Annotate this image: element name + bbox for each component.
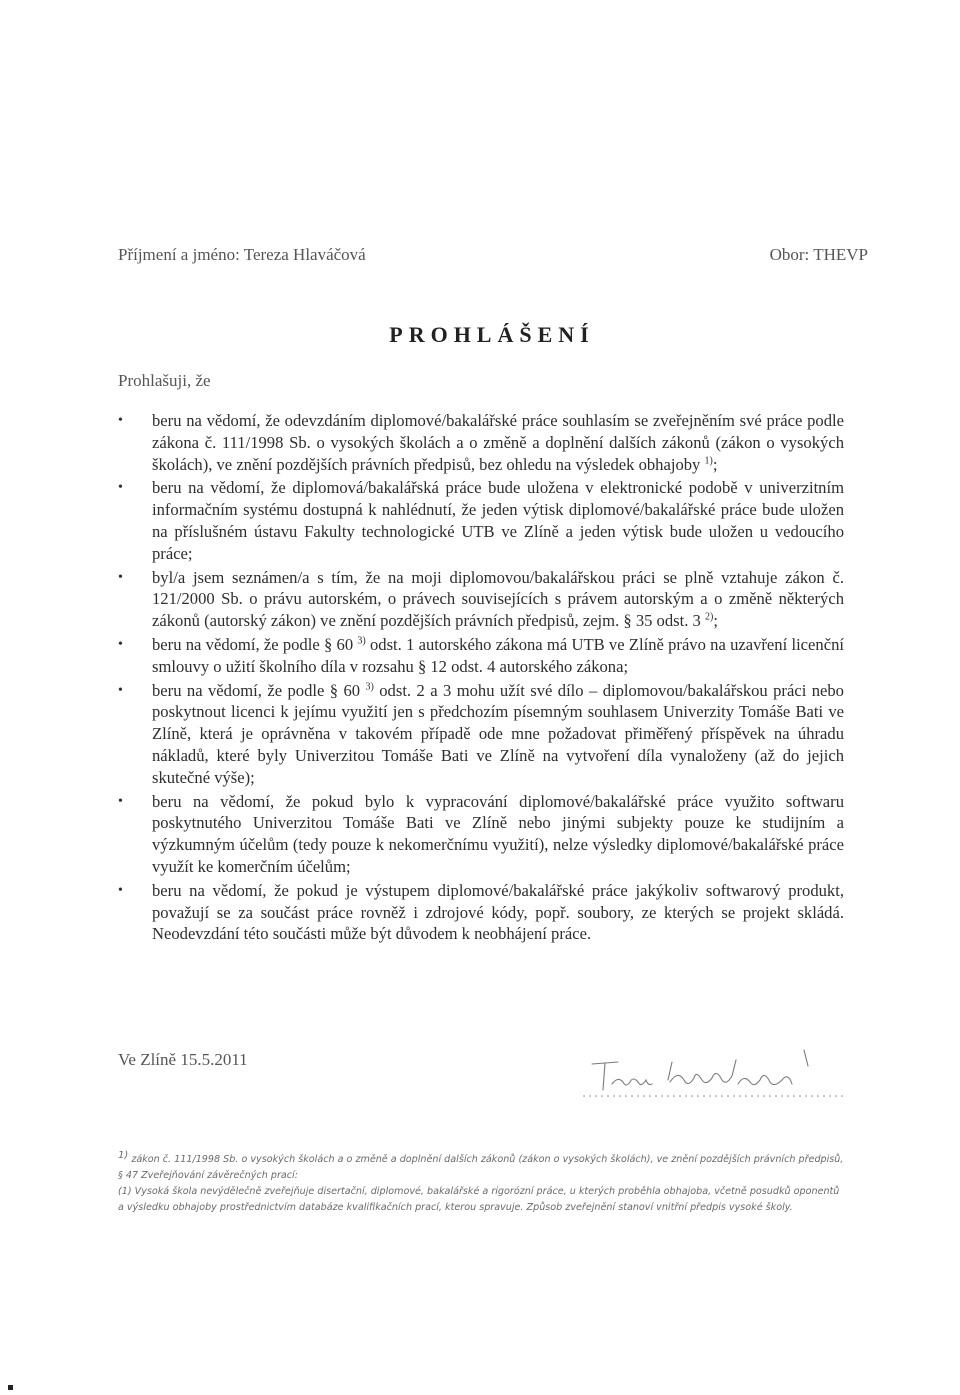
- bullet-icon: •: [118, 882, 123, 898]
- bullet-icon: •: [118, 413, 123, 428]
- signature-image: [578, 1040, 848, 1100]
- list-item: • beru na vědomí, že pokud je výstupem diplomové/bakalářské práce jakýkoliv softwarový produkt, považují se za součást práce rovněž i zdrojové kódy, popř. soubory, ze kterých se projekt skládá. Neodevzdání této součásti může být důvodem k neobhájení práce.: [118, 880, 844, 944]
- place-date: Ve Zlíně 15.5.2011: [118, 1050, 248, 1069]
- scan-mark: [8, 1385, 13, 1390]
- list-item: • byl/a jsem seznámen/a s tím, že na moji diplomovou/bakalářskou práci se plně vztahuje zákon č. 121/2000 Sb. o právu autorském, o právech souvisejících s právem autorským a o změně některých zákonů (autorský zákon) ve znění pozdějších právních předpisů, zejm. § 35 odst. 3 $^{2)}$;: [118, 567, 844, 631]
- intro-text: Prohlašuji, že: [118, 371, 211, 390]
- declaration-list: [118, 410, 844, 947]
- list-item: • beru na vědomí, že podle § 60 $^{3)}$ odst. 2 a 3 mohu užít své dílo – diplomovou/bakalářskou práci nebo poskytnout licenci k jejímu využití jen s předchozím písemným souhlasem Univerzity Tomáše Bati ve Zlíně, která je oprávněna v takovém případě ode mne požadovat přiměřený příspěvek na úhradu nákladů, které byly Univerzitou Tomáše Bati ve Zlíně na vytvoření díla vynaloženy (až do jejich skutečné výše);: [118, 680, 844, 787]
- bullet-icon: •: [118, 636, 123, 652]
- list-item: • beru na vědomí, že podle § 60 $^{3)}$ odst. 1 autorského zákona má UTB ve Zlíně právo na uzavření licenční smlouvy o užití školního díla v rozsahu § 12 odst. 4 autorského zákona;: [118, 634, 844, 676]
- student-name: Příjmení a jméno: Tereza Hlaváčová: [118, 245, 366, 264]
- page-title: PROHLÁŠENÍ: [389, 322, 595, 347]
- footnote-1-item: (1) Vysoká škola nevýdělečně zveřejňuje disertační, diplomové, bakalářské a rigorózní práce, u kterých proběhla obhajoba, včetně posudků oponentů a výsledku obhajoby prostřednictvím databáze kvalifikačních prací, kterou spravuje. Způsob zveřejnění stanoví vnitřní předpis vysoké školy.: [118, 1186, 840, 1213]
- bullet-icon: •: [118, 480, 123, 496]
- study-field: Obor: THEVP: [769, 245, 868, 264]
- bullet-icon: •: [118, 793, 123, 809]
- bullet-icon: •: [118, 682, 123, 698]
- list-item: • beru na vědomí, že pokud bylo k vypracování diplomové/bakalářské práce využito softwaru poskytnutého Univerzitou Tomáše Bati ve Zlíně nebo jinými subjekty pouze ke studijním a výzkumným účelům (tedy pouze k nekomerčnímu využití), nelze výsledky diplomové/bakalářské práce využít ke komerčním účelům;: [118, 791, 844, 876]
- footnote-1: $^{1)}$ zákon č. 111/1998 Sb. o vysokých školách a o změně a doplnění dalších zákonů (zákon o vysokých školách), ve znění pozdějších právních předpisů, § 47 Zveřejňování závěrečných prací:: [118, 1149, 844, 1181]
- footnotes: [118, 1149, 846, 1216]
- list-item: • beru na vědomí, že odevzdáním diplomové/bakalářské práce souhlasím se zveřejněním své práce podle zákona č. 111/1998 Sb. o vysokých školách a o změně a doplnění dalších zákonů (zákon o vysokých školách), ve znění pozdějších právních předpisů, bez ohledu na výsledek obhajoby $^{1)}$;: [118, 411, 844, 474]
- bullet-icon: •: [118, 569, 123, 585]
- header-row: [118, 245, 868, 265]
- list-item: • beru na vědomí, že diplomová/bakalářská práce bude uložena v elektronické podobě v univerzitním informačním systému dostupná k nahlédnutí, že jeden výtisk diplomové/bakalářské práce bude uložen na příslušném ústavu Fakulty technologické UTB ve Zlíně a jeden výtisk bude uložen u vedoucího práce;: [118, 478, 844, 563]
